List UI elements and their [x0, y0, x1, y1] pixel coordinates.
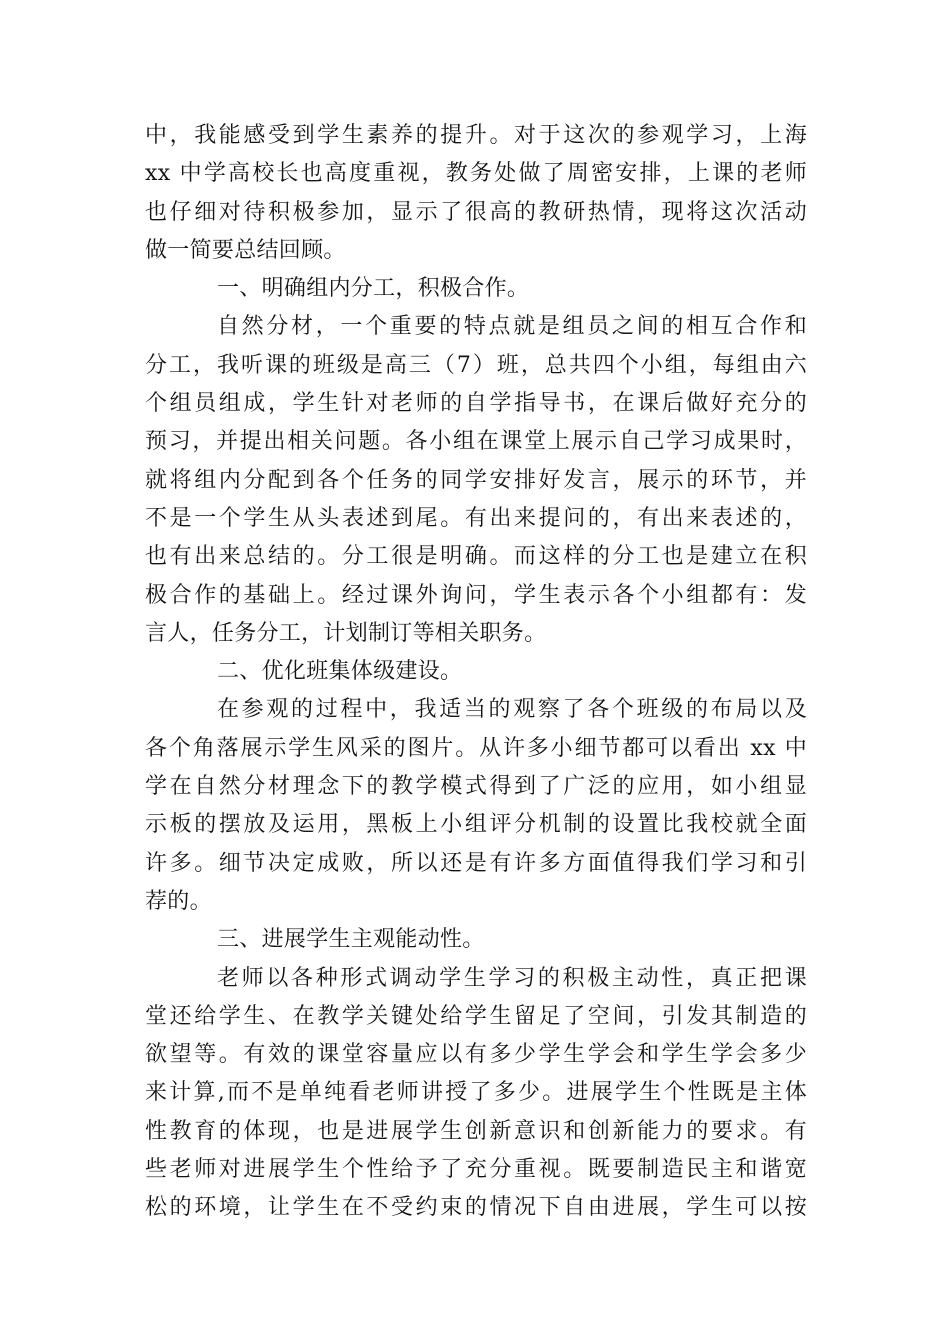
text-line: 欲望等。有效的课堂容量应以有多少学生学会和学生学会多少 [145, 1042, 807, 1068]
text-line: 各个角落展示学生风采的图片。从许多小细节都可以看出 xx 中 [145, 735, 807, 761]
text-line: 做一简要总结回顾。 [145, 237, 346, 263]
text-line: 一、明确组内分工，积极合作。 [217, 276, 530, 302]
text-line: 荐的。 [145, 888, 212, 914]
text-line: xx 中学高校长也高度重视，教务处做了周密安排，上课的老师 [145, 161, 807, 187]
text-line: 性教育的体现，也是进展学生创新意识和创新能力的要求。有 [145, 1118, 807, 1144]
document-body [145, 117, 807, 1228]
text-line: 中，我能感受到学生素养的提升。对于这次的参观学习，上海 [145, 123, 807, 148]
text-line: 来计算,而不是单纯看老师讲授了多少。进展学生个性既是主体 [145, 1080, 807, 1106]
text-line: 言人，任务分工，计划制订等相关职务。 [145, 620, 547, 646]
text-line: 个组员组成，学生针对老师的自学指导书，在课后做好充分的 [145, 391, 807, 417]
text-line: 预习，并提出相关问题。各小组在课堂上展示自己学习成果时， [145, 429, 807, 455]
text-line: 就将组内分配到各个任务的同学安排好发言，展示的环节，并 [145, 467, 807, 493]
text-line: 也仔细对待积极参加，显示了很高的教研热情，现将这次活动 [145, 199, 807, 225]
text-line: 不是一个学生从头表述到尾。有出来提问的，有出来表述的， [145, 505, 807, 531]
text-line: 许多。细节决定成败，所以还是有许多方面值得我们学习和引 [145, 850, 807, 876]
text-line: 在参观的过程中，我适当的观察了各个班级的布局以及 [217, 697, 807, 723]
text-line: 分工，我听课的班级是高三（7）班，总共四个小组，每组由六 [145, 352, 807, 378]
text-line: 学在自然分材理念下的教学模式得到了广泛的应用，如小组显 [145, 774, 807, 800]
text-line: 极合作的基础上。经过课外询问，学生表示各个小组都有：发 [145, 582, 807, 608]
text-line: 老师以各种形式调动学生学习的积极主动性，真正把课 [217, 965, 807, 991]
text-line: 些老师对进展学生个性给予了充分重视。既要制造民主和谐宽 [145, 1157, 807, 1183]
text-line: 也有出来总结的。分工很是明确。而这样的分工也是建立在积 [145, 544, 807, 570]
text-line: 自然分材，一个重要的特点就是组员之间的相互合作和 [217, 314, 807, 340]
text-line: 堂还给学生、在教学关键处给学生留足了空间，引发其制造的 [145, 1003, 807, 1029]
text-line: 三、进展学生主观能动性。 [217, 927, 485, 953]
text-line: 二、优化班集体级建设。 [217, 659, 463, 685]
text-line: 松的环境，让学生在不受约束的情况下自由进展，学生可以按 [145, 1195, 807, 1221]
text-line: 示板的摆放及运用，黑板上小组评分机制的设置比我校就全面 [145, 812, 807, 838]
